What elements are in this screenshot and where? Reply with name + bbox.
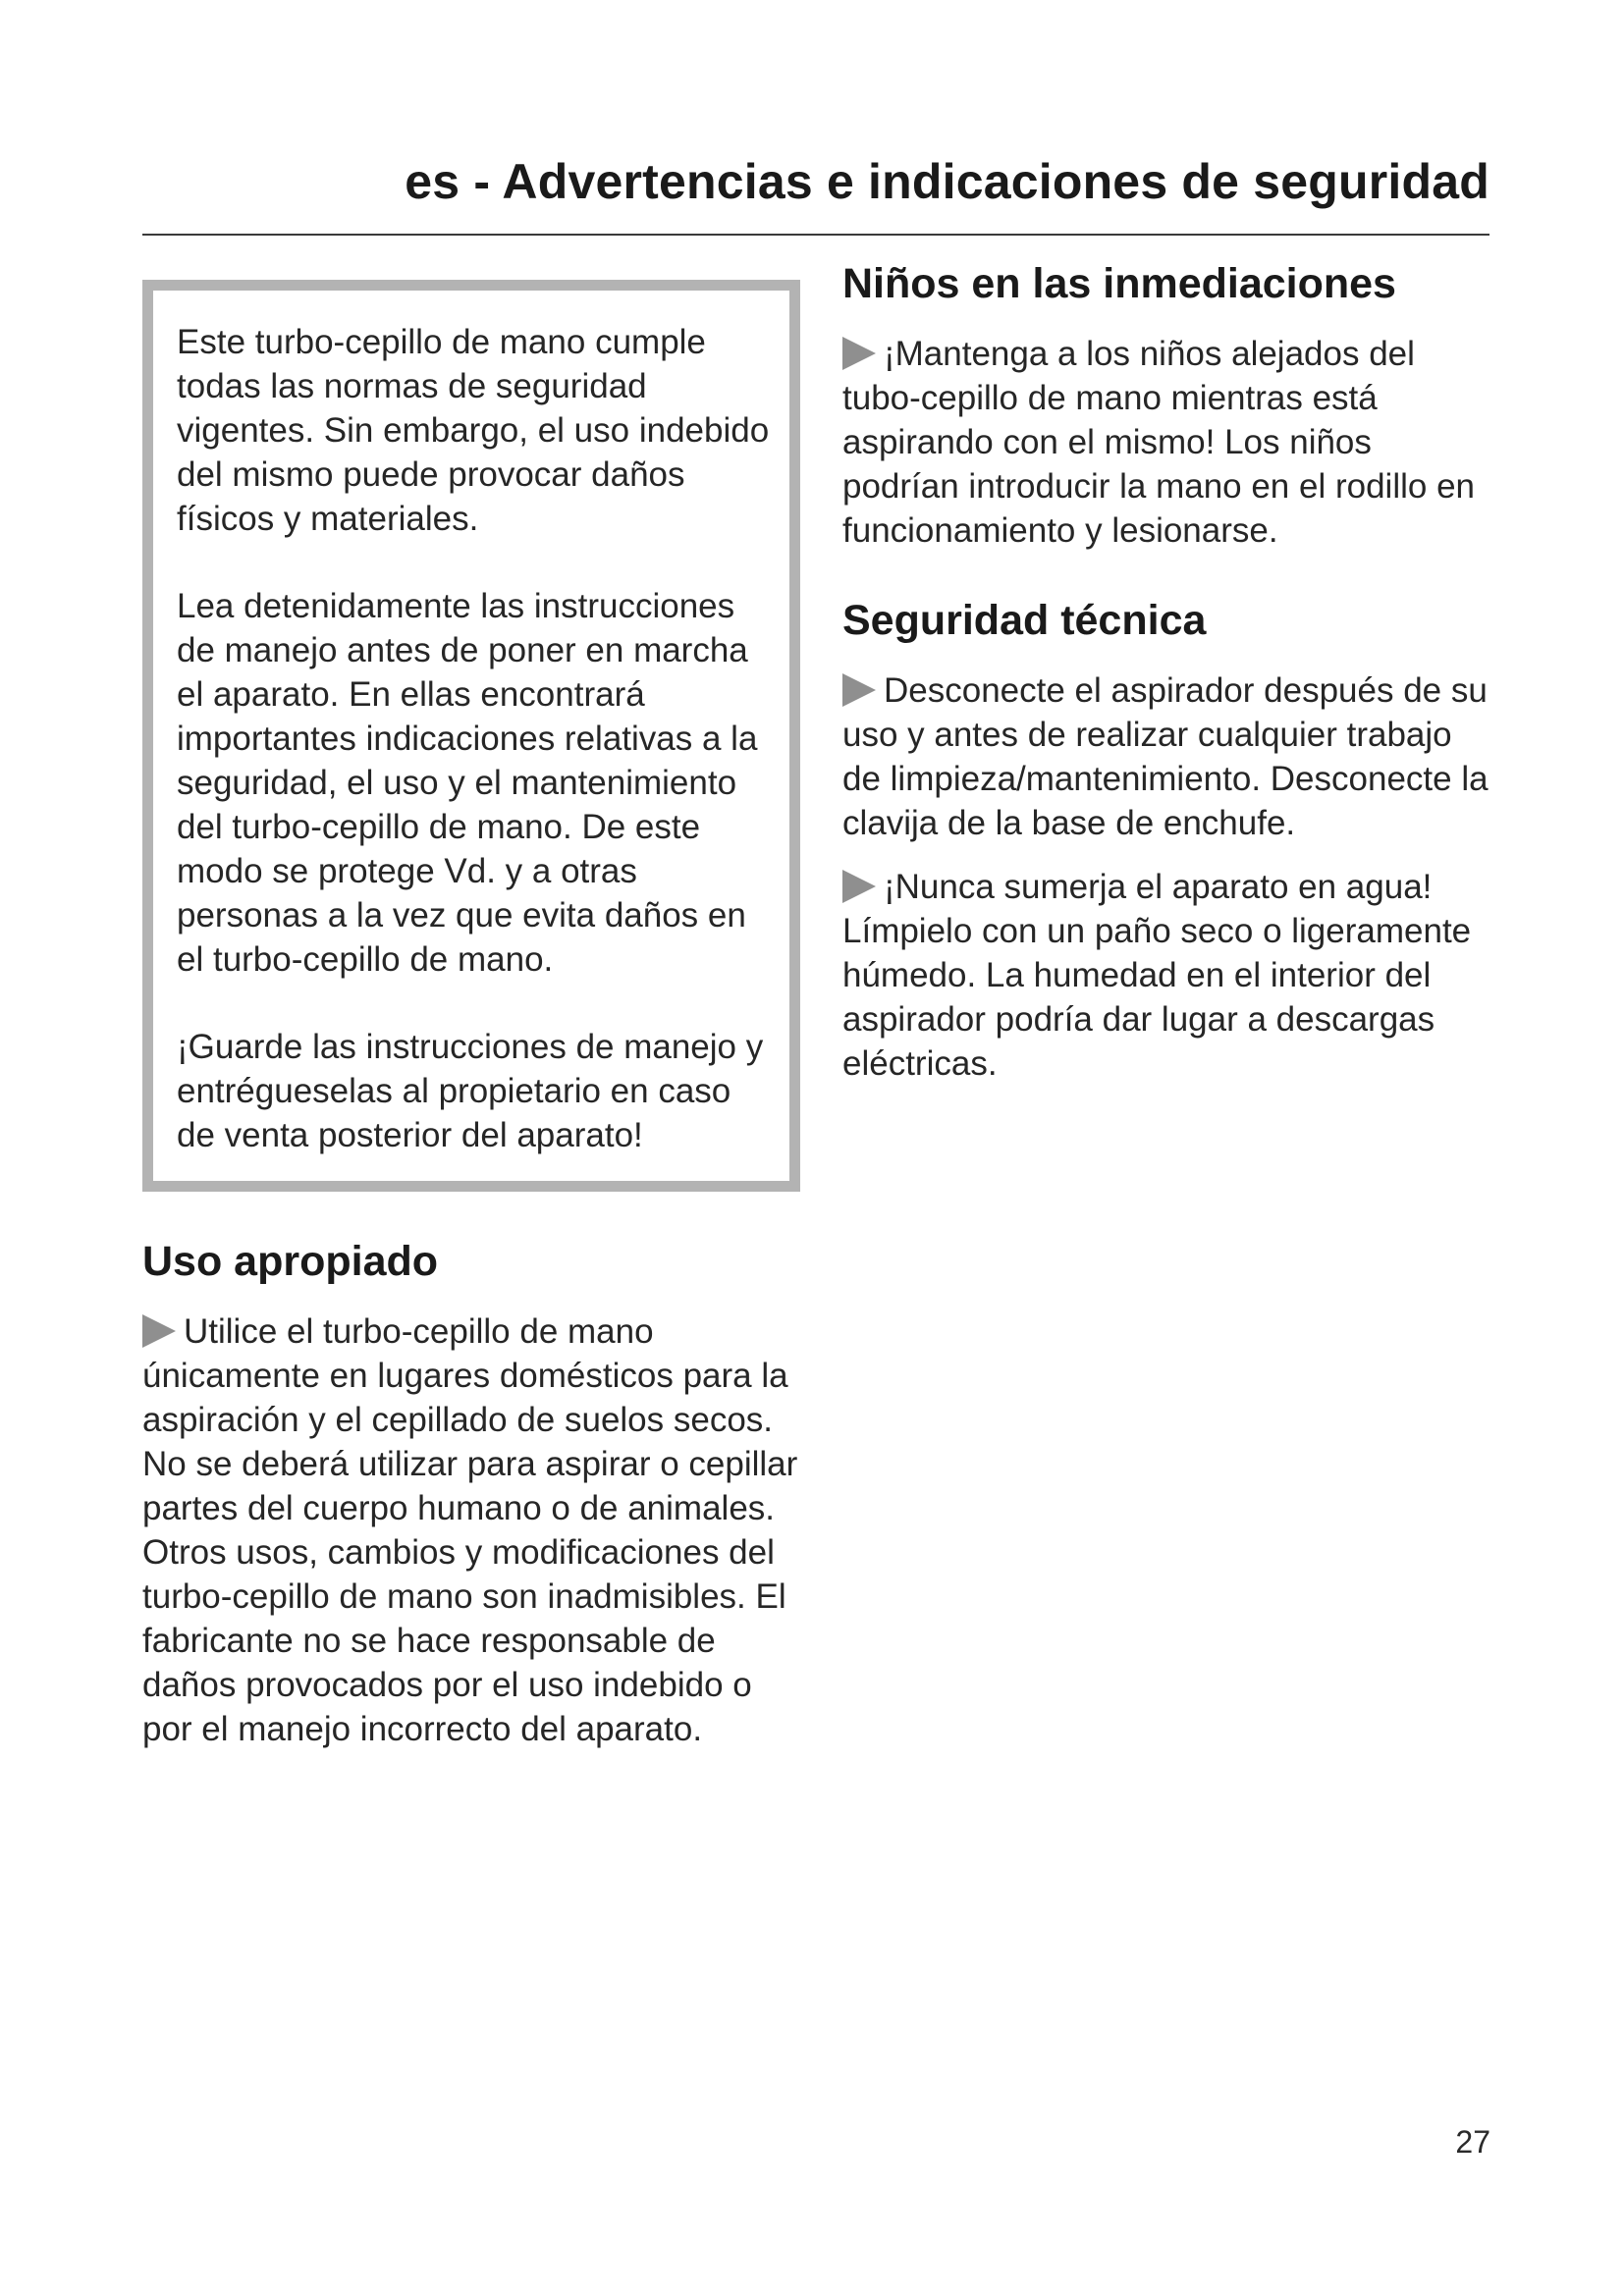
left-column — [142, 280, 800, 1751]
page-title: es - Advertencias e indicaciones de seguridad — [405, 154, 1489, 209]
section-heading-seguridad-tecnica: Seguridad técnica — [842, 597, 1207, 644]
bullet-item — [142, 1309, 800, 1530]
triangle-bullet-icon — [842, 337, 876, 370]
bullet-text: ¡Nunca sumerja el aparato en agua! Límpielo con un paño seco o ligeramente húmedo. La humedad en el interior del aspirador podría dar lugar a descargas eléctricas. — [842, 868, 1472, 1083]
page-header — [142, 147, 1489, 236]
triangle-bullet-icon — [842, 673, 876, 707]
bullet-text: Desconecte el aspirador después de su uso y antes de realizar cualquier trabajo de limpieza/mantenimiento. Desconecte la clavija de la base de enchufe. — [842, 671, 1489, 842]
bullet-text: ¡Mantenga a los niños alejados del tubo-cepillo de mano mientras está aspirando con el mismo! Los niños podrían introducir la mano en el rodillo en funcionamiento y lesionarse. — [842, 335, 1475, 550]
triangle-bullet-icon — [842, 870, 876, 903]
triangle-bullet-icon — [142, 1314, 176, 1348]
bullet-item — [842, 332, 1490, 553]
notice-paragraph: Este turbo-cepillo de mano cumple todas las normas de seguridad vigentes. Sin embargo, el uso indebido del mismo puede provocar daños físicos y materiales. — [177, 323, 770, 538]
right-column — [842, 257, 1490, 1105]
notice-paragraph: ¡Guarde las instrucciones de manejo y entrégueselas al propietario en caso de venta posterior del aparato! — [177, 1028, 764, 1154]
notice-paragraph: Lea detenidamente las instrucciones de manejo antes de poner en marcha el aparato. En ellas encontrará importantes indicaciones relativas a la seguridad, el uso y el mantenimiento del turbo-cepillo de mano. De este modo se protege Vd. y a otras personas a la vez que evita daños en el turbo-cepillo de mano. — [177, 587, 758, 979]
page-number: 27 — [1455, 2124, 1490, 2160]
bullet-item — [842, 668, 1490, 845]
bullet-text: Utilice el turbo-cepillo de mano únicamente en lugares domésticos para la aspiración y el cepillado de suelos secos. No se deberá utilizar para aspirar o cepillar partes del cuerpo humano o de animales. — [142, 1312, 798, 1527]
section-heading-ninos: Niños en las inmediaciones — [842, 260, 1396, 307]
bullet-item — [842, 865, 1490, 1086]
body-paragraph: Otros usos, cambios y modificaciones del turbo-cepillo de mano son inadmisibles. El fabricante no se hace responsable de daños provocados por el uso indebido o por el manejo incorrecto del aparato. — [142, 1533, 786, 1748]
safety-notice-box — [142, 280, 800, 1192]
section-heading-uso-apropiado: Uso apropiado — [142, 1238, 439, 1285]
